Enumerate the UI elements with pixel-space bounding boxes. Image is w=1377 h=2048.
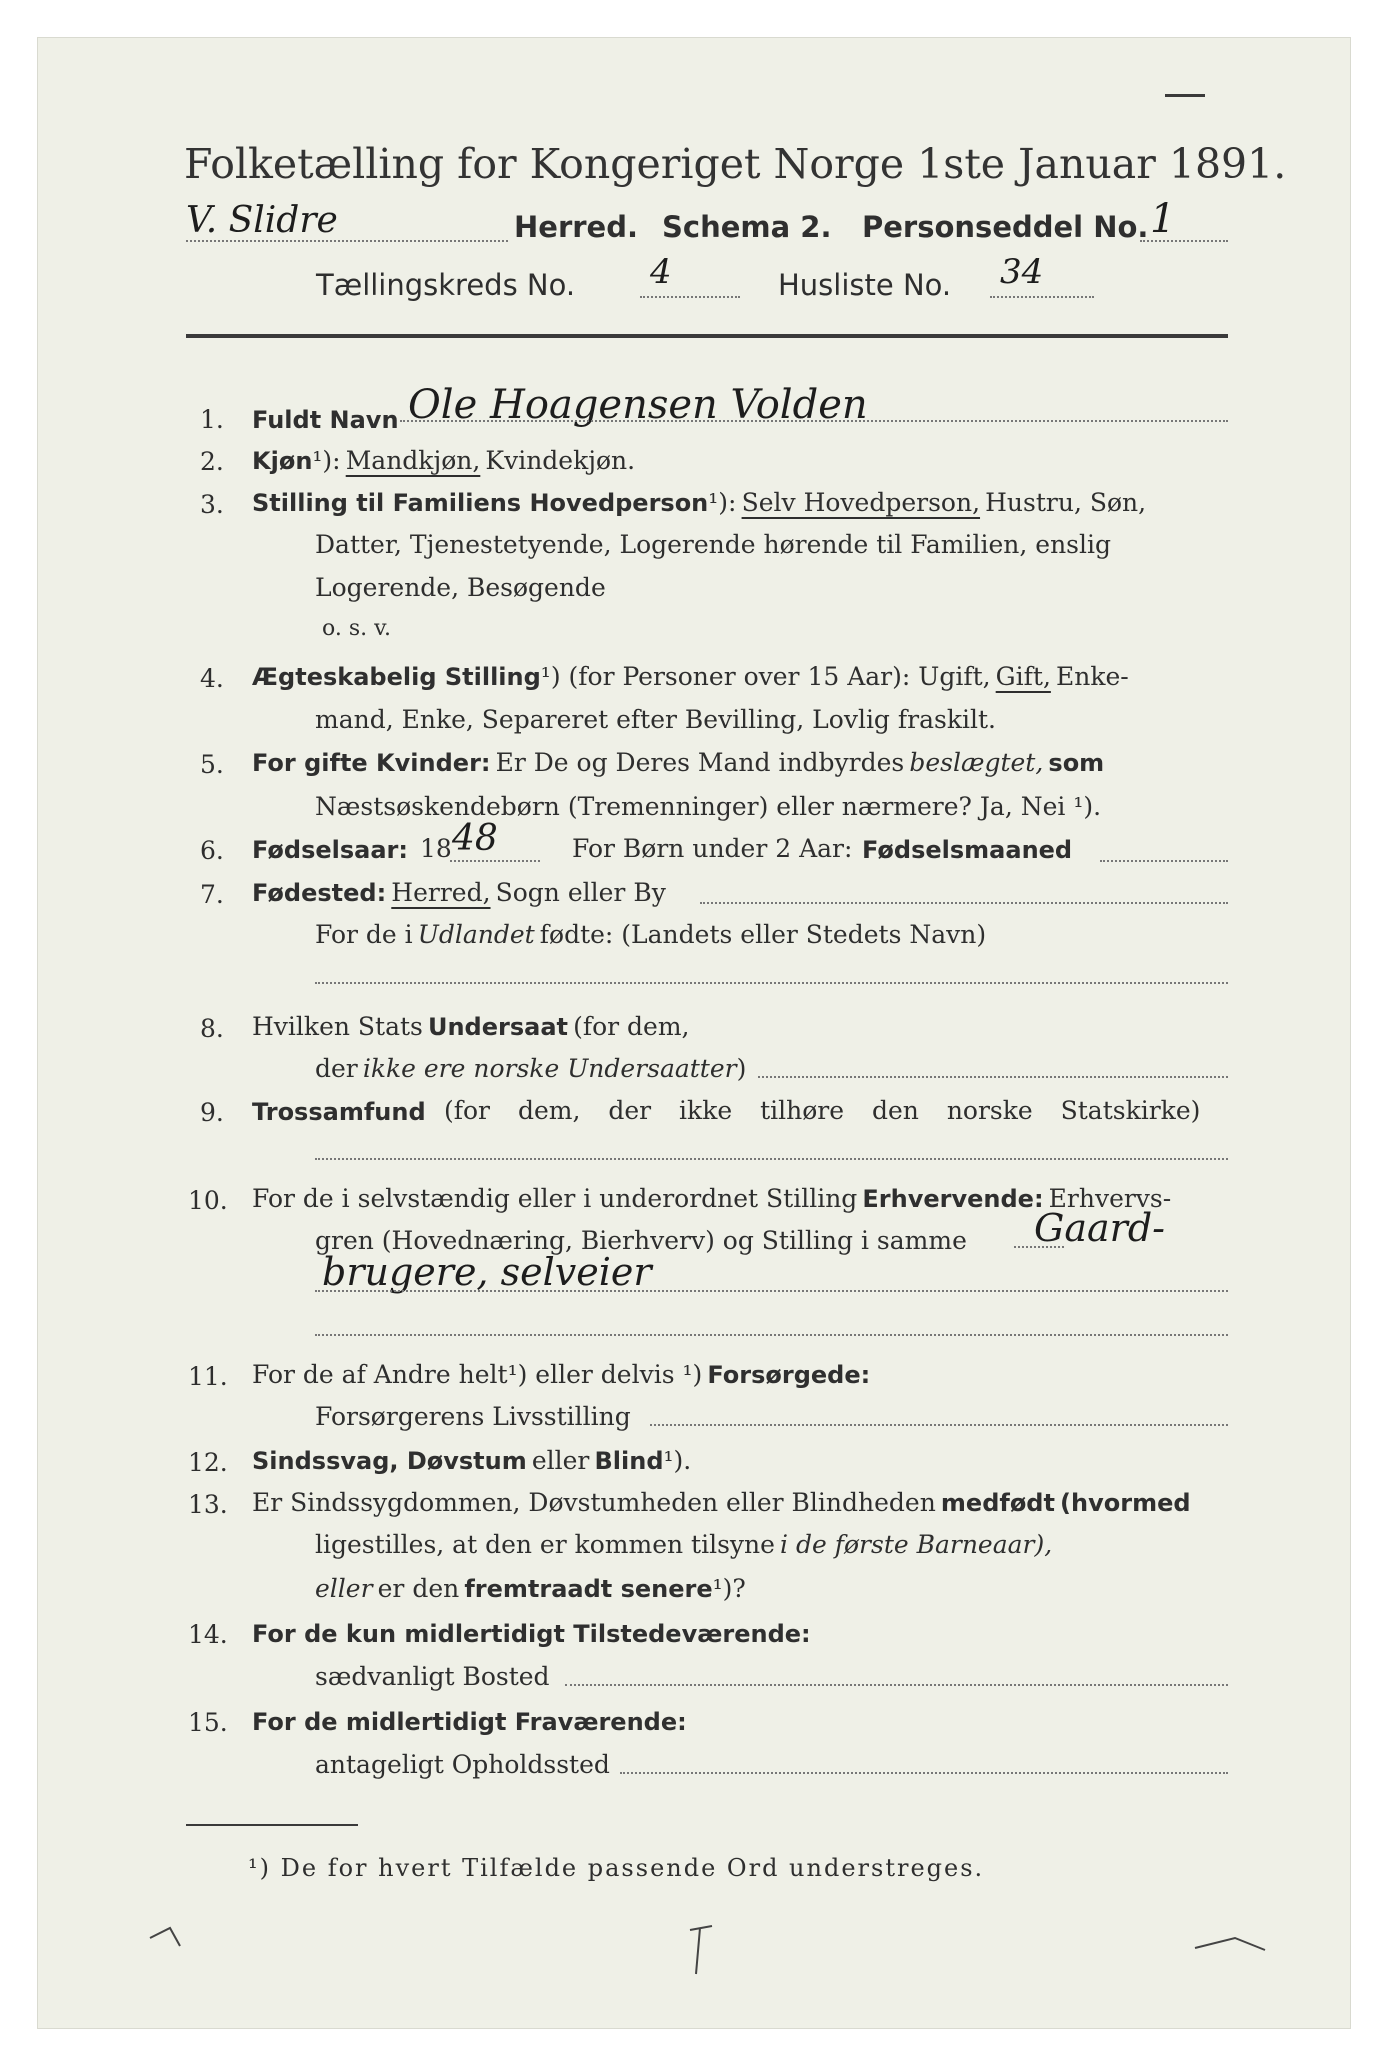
q5-line2: Næstsøskendebørn (Tremenninger) eller nærmere? Ja, Nei ¹). bbox=[315, 792, 1102, 821]
q8-dotted-line bbox=[758, 1076, 1228, 1078]
q12-bold: Sindssvag, Døvstum bbox=[252, 1447, 527, 1475]
q13-line1 bbox=[252, 1488, 1191, 1517]
q6-month-dotted-line bbox=[1100, 860, 1228, 862]
q14-line2: sædvanligt Bosted bbox=[315, 1662, 550, 1691]
q10-dotted-line bbox=[315, 1290, 1228, 1292]
item-number-15: 15. bbox=[188, 1708, 228, 1737]
item-number-14: 14. bbox=[188, 1620, 228, 1649]
q12-text: eller bbox=[531, 1446, 590, 1475]
item-number-13: 13. bbox=[188, 1490, 228, 1519]
item-number-12: 12. bbox=[188, 1448, 228, 1477]
item-number-4: 4. bbox=[200, 664, 224, 693]
q13-line3 bbox=[315, 1574, 746, 1603]
q13-line3-b: ¹)? bbox=[712, 1574, 746, 1603]
q6-year-handwritten: 48 bbox=[452, 818, 498, 859]
q6-label: Fødselsaar: bbox=[252, 836, 408, 864]
husliste-label: Husliste No. bbox=[778, 268, 952, 302]
husliste-number: 34 bbox=[1000, 252, 1044, 292]
q7-line2-b: fødte: (Landets eller Stedets Navn) bbox=[539, 920, 987, 949]
q3-selected-selv-hovedperson: Selv Hovedperson, bbox=[741, 488, 981, 517]
q13-line2-italic: i de første Barneaar), bbox=[780, 1530, 1053, 1559]
q2-option-kvindekjon: Kvindekjøn. bbox=[485, 446, 636, 475]
q10-text-end: Erhvervs- bbox=[1048, 1184, 1172, 1213]
q3-line4: o. s. v. bbox=[322, 616, 391, 641]
q4-text-end: Enke- bbox=[1055, 662, 1129, 691]
q7-line2-italic: Udlandet bbox=[417, 920, 535, 949]
item-number-9: 9. bbox=[200, 1098, 224, 1127]
q12-bold2: Blind bbox=[594, 1447, 664, 1475]
q3-line1 bbox=[252, 488, 1146, 517]
q5-line1 bbox=[252, 748, 1104, 777]
personseddel-label: Personseddel No. bbox=[862, 210, 1149, 244]
herred-handwritten: V. Slidre bbox=[186, 200, 338, 241]
footnote-rule bbox=[186, 1824, 358, 1826]
q5-label: For gifte Kvinder: bbox=[252, 749, 491, 777]
q8-line1 bbox=[252, 1012, 689, 1041]
q13-line3-a: er den bbox=[377, 1574, 460, 1603]
footnote: ¹) De for hvert Tilfælde passende Ord understreges. bbox=[248, 1854, 985, 1882]
personseddel-number: 1 bbox=[1150, 196, 1176, 242]
kreds-number: 4 bbox=[650, 252, 672, 292]
q13-bold2: (hvormed bbox=[1060, 1489, 1191, 1517]
herred-label: Herred. bbox=[514, 210, 638, 244]
form-title: Folketælling for Kongeriget Norge 1ste Januar 1891. bbox=[184, 140, 1287, 188]
q10-answer-dotted-line bbox=[315, 1334, 1228, 1336]
q4-label: Ægteskabelig Stilling bbox=[252, 663, 541, 691]
q3-line3: Logerende, Besøgende bbox=[315, 573, 606, 602]
q6-year-prefix: 18 bbox=[420, 834, 452, 863]
q13-line2 bbox=[315, 1530, 1052, 1559]
q11-line1 bbox=[252, 1360, 870, 1389]
husliste-dotted-line bbox=[990, 296, 1094, 298]
q11-text: For de af Andre helt bbox=[252, 1360, 508, 1389]
q5-text-end: som bbox=[1048, 749, 1105, 777]
q11-text-b: ¹) eller delvis ¹) bbox=[507, 1360, 703, 1389]
item-number-3: 3. bbox=[200, 490, 224, 519]
q4-line1 bbox=[252, 662, 1129, 691]
q9-dotted-line bbox=[315, 1158, 1228, 1160]
q15-dotted-line bbox=[620, 1772, 1228, 1774]
q3-options-rest: Hustru, Søn, bbox=[985, 488, 1147, 517]
item-number-5: 5. bbox=[200, 750, 224, 779]
q6-text: For Børn under 2 Aar: bbox=[572, 834, 853, 863]
q10-line2: gren (Hovednæring, Bierhverv) og Stilling i samme bbox=[315, 1226, 967, 1255]
q3-label: Stilling til Familiens Hovedperson bbox=[252, 489, 709, 517]
q8-text: Hvilken Stats bbox=[252, 1012, 423, 1041]
q15-line2: antageligt Opholdssted bbox=[315, 1750, 610, 1779]
q8-line2-italic: ikke ere norske Undersaatter bbox=[362, 1054, 737, 1083]
q11-line2: Forsørgerens Livsstilling bbox=[315, 1402, 631, 1431]
item-number-2: 2. bbox=[200, 447, 224, 476]
item-number-1: 1. bbox=[200, 405, 224, 434]
q10-handwritten-2: brugere, selveier bbox=[322, 1250, 652, 1294]
item-number-8: 8. bbox=[200, 1014, 224, 1043]
item-number-7: 7. bbox=[200, 880, 224, 909]
q14-dotted-line bbox=[565, 1684, 1228, 1686]
q6-fodselsmaaned: Fødselsmaaned bbox=[862, 836, 1073, 864]
q7-selected-herred: Herred, bbox=[391, 878, 491, 907]
q2-footnote: ¹): bbox=[312, 446, 341, 475]
q12-line bbox=[252, 1446, 691, 1475]
q10-text: For de i selvstændig eller i underordnet Stilling bbox=[252, 1184, 858, 1213]
q4-selected-gift: Gift, bbox=[995, 662, 1051, 691]
item-number-11: 11. bbox=[188, 1362, 228, 1391]
q13-line2-a: ligestilles, at den er kommen tilsyne bbox=[315, 1530, 775, 1559]
q4-line2: mand, Enke, Separeret efter Bevilling, Lovlig fraskilt. bbox=[315, 705, 996, 734]
q13-line3-italic: eller bbox=[315, 1574, 373, 1603]
q12-text-end: ¹). bbox=[663, 1446, 692, 1475]
q1-label: Fuldt Navn bbox=[252, 406, 399, 434]
q7-answer-dotted-line bbox=[315, 982, 1228, 984]
q11-dotted-line bbox=[650, 1424, 1228, 1426]
q7-dotted-line bbox=[700, 902, 1228, 904]
q13-text: Er Sindssygdommen, Døvstumheden eller Blindheden bbox=[252, 1488, 936, 1517]
q8-bold: Undersaat bbox=[427, 1013, 568, 1041]
header-divider bbox=[186, 334, 1228, 338]
q10-bold: Erhvervende: bbox=[862, 1185, 1044, 1213]
q7-line1 bbox=[252, 878, 666, 907]
q4-text: ¹) (for Personer over 15 Aar): Ugift, bbox=[540, 662, 991, 691]
q1-dotted-line bbox=[400, 420, 1228, 422]
q8-text-end: (for dem, bbox=[573, 1012, 690, 1041]
herred-dotted-line bbox=[186, 240, 508, 242]
q2-line bbox=[252, 446, 635, 475]
personseddel-dotted-line bbox=[1140, 240, 1228, 242]
q9-text: (for dem, der ikke tilhøre den norske Statskirke) bbox=[444, 1096, 1201, 1125]
kreds-dotted-line bbox=[640, 296, 740, 298]
q9-label: Trossamfund bbox=[252, 1098, 426, 1126]
corner-dash bbox=[1165, 94, 1205, 97]
q6-dotted-line bbox=[450, 860, 540, 862]
q15-bold: For de midlertidigt Fraværende: bbox=[252, 1708, 687, 1736]
q7-line2 bbox=[315, 920, 986, 949]
q5-text: Er De og Deres Mand indbyrdes bbox=[495, 748, 905, 777]
q2-option-mandkjon: Mandkjøn, bbox=[345, 446, 481, 475]
q10-handwritten-1: Gaard- bbox=[1034, 1206, 1165, 1250]
q7-label: Fødested: bbox=[252, 879, 387, 907]
q11-bold: Forsørgede: bbox=[707, 1361, 871, 1389]
q7-text: Sogn eller By bbox=[495, 878, 666, 907]
schema-label: Schema 2. bbox=[662, 210, 832, 244]
q13-bold: medfødt bbox=[940, 1489, 1055, 1517]
q1-full-name-handwritten: Ole Hoagensen Volden bbox=[408, 382, 868, 428]
item-number-10: 10. bbox=[188, 1186, 228, 1215]
q8-line2-a: der bbox=[315, 1054, 358, 1083]
kreds-label: Tællingskreds No. bbox=[316, 268, 576, 302]
q2-label: Kjøn bbox=[252, 447, 313, 475]
q13-line3-bold: fremtraadt senere bbox=[464, 1575, 713, 1603]
q3-footnote: ¹): bbox=[708, 488, 737, 517]
item-number-6: 6. bbox=[200, 836, 224, 865]
q14-bold: For de kun midlertidigt Tilstedeværende: bbox=[252, 1620, 811, 1648]
q3-line2: Datter, Tjenestetyende, Logerende hørende til Familien, enslig bbox=[315, 530, 1112, 559]
q5-text-italic: beslægtet, bbox=[909, 748, 1044, 777]
q8-line2: der ikke ere norske Undersaatter) bbox=[315, 1054, 747, 1083]
q7-line2-a: For de i bbox=[315, 920, 413, 949]
